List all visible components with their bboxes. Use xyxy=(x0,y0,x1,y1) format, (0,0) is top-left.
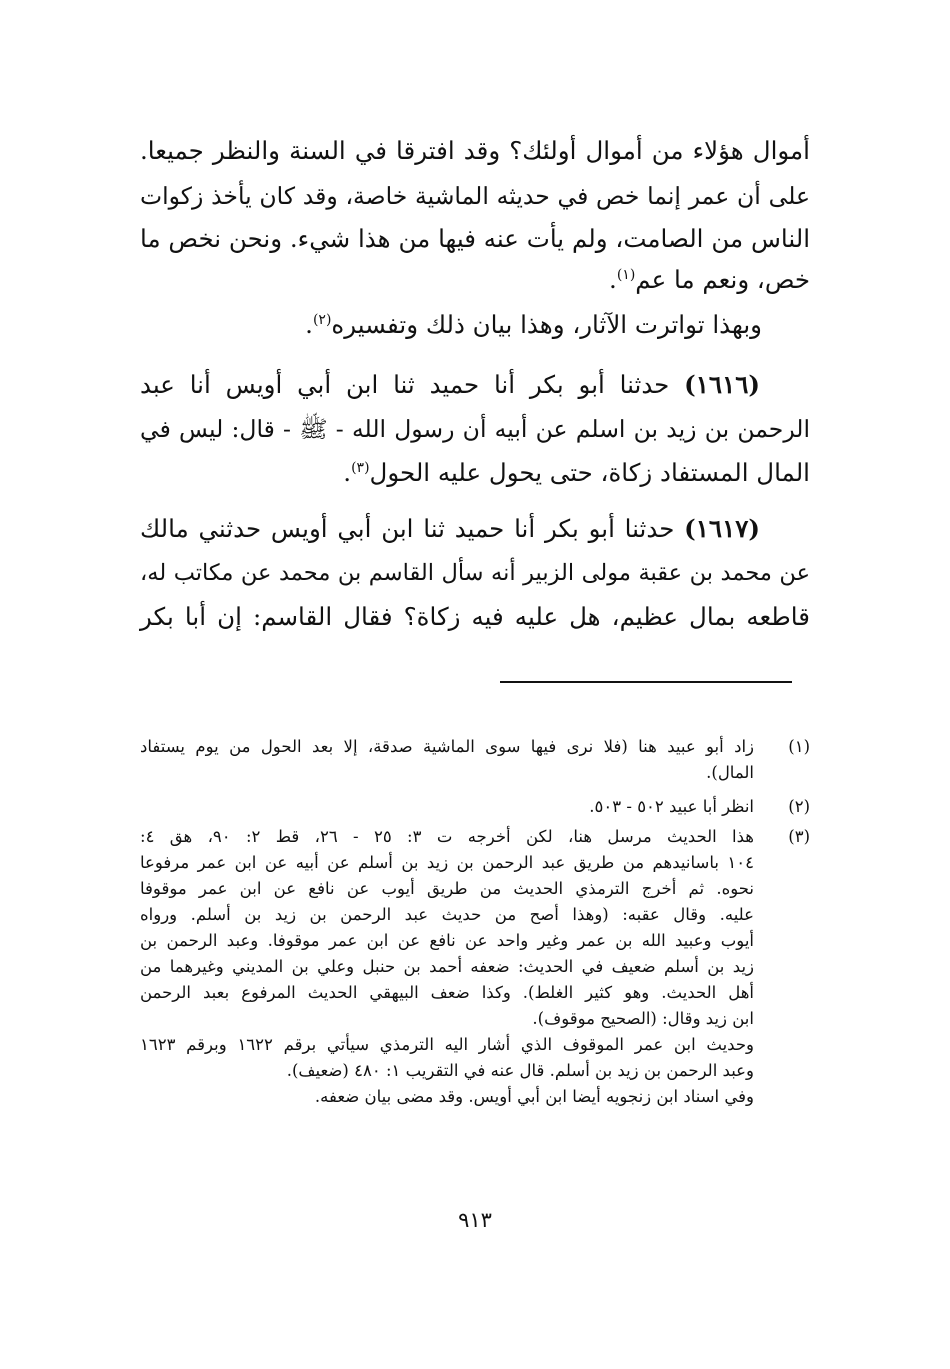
hadith-1616-line-2: الرحمن بن زيد بن اسلم عن أبيه أن رسول الله - ﷺ - قال: ليس في xyxy=(140,415,810,443)
footnote-3-line-3: نحوه. ثم أخرج الترمذي الحديث من طريق أيوب عن نافع عن ابن عمر موقوفا xyxy=(140,879,754,898)
hadith-1616-line-1 xyxy=(140,364,760,406)
footnote-3-line-4: عليه. وقال عقبه: (وهذا أصح من حديث عبد الرحمن بن زيد بن أسلم. ورواه xyxy=(140,905,754,924)
footnote-ref-3: (٣) xyxy=(351,459,370,476)
footnote-2-line-1: انظر أبا عبيد ٥٠٢ - ٥٠٣. xyxy=(589,797,754,816)
main-text-line-4-text: خص، ونعم ما عم xyxy=(635,265,810,294)
footnote-3-line-1: هذا الحديث مرسل هنا، لكن أخرجه ت ٣: ٢٥ - ٢٦، قط ٢: ٩٠، هق ٤: xyxy=(140,827,754,846)
hadith-1616-text-3: المال المستفاد زكاة، حتى يحول عليه الحول xyxy=(369,458,810,487)
page-number: ٩١٣ xyxy=(458,1208,492,1232)
hadith-1617-line-3: قاطعه بمال عظيم، هل عليه فيه زكاة؟ فقال القاسم: إن أبا بكر xyxy=(140,602,810,631)
footnote-3-line-7: أهل الحديث. وهو كثير الغلط). وكذا ضعف البيهقي الحديث المرفوع بعبد الرحمن xyxy=(140,983,754,1002)
footnote-3-line-11: وفي اسناد ابن زنجويه أيضا ابن أبي أويس. وقد مضى بيان ضعفه. xyxy=(314,1087,754,1106)
footnote-3-line-5: أيوب وعبيد الله بن عمر وغير واحد عن نافع عن ابن عمر موقوفا. وعبد الرحمن بن xyxy=(140,931,754,950)
footnote-3-line-8: ابن زيد وقال: (الصحيح موقوف). xyxy=(532,1009,754,1028)
footnote-3-mark: (٣) xyxy=(788,827,810,846)
footnote-1-line-2: المال). xyxy=(706,763,754,782)
footnote-separator xyxy=(500,681,792,683)
footnote-ref-1: (١) xyxy=(616,266,636,283)
line-end-mark: . xyxy=(609,265,617,294)
footnote-3-line-2: ١٠٤ باسانيدهم من طريق عبد الرحمن بن زيد بن أسلم عن أبيه عن ابن عمر مرفوعا xyxy=(140,853,754,872)
line-end-mark: . xyxy=(343,458,352,487)
footnote-1-line-1: زاد أبو عبيد هنا (فلا نرى فيها سوى الماشية صدقة، إلا بعد الحول من يوم يستفاد xyxy=(140,737,754,756)
hadith-1617-text-1: حدثنا أبو بكر أنا حميد ثنا ابن أبي أويس حدثني مالك xyxy=(140,514,675,543)
main-text-line-5 xyxy=(140,304,762,346)
footnote-3-line-9: وحديث ابن عمر الموقوف الذي أشار اليه الترمذي سيأتي برقم ١٦٢٢ وبرقم ١٦٢٣ xyxy=(140,1035,754,1054)
main-text-line-1: أموال هؤلاء من أموال أولئك؟ وقد افترقا في السنة والنظر جميعا. xyxy=(140,136,810,165)
main-text-line-2: على أن عمر إنما خص في حديثه الماشية خاصة، وقد كان يأخذ زكوات xyxy=(140,182,810,210)
footnote-2-text xyxy=(140,794,754,820)
main-text-line-3: الناس من الصامت، ولم يأت عنه فيها من هذا شيء. ونحن نخص ما xyxy=(140,224,810,253)
footnote-1-mark: (١) xyxy=(788,737,810,756)
footnote-2 xyxy=(140,794,810,820)
hadith-number-1616: (١٦١٦) xyxy=(684,370,760,399)
main-text-line-4 xyxy=(140,259,810,301)
main-text-line-5-text: وبهذا تواترت الآثار، وهذا بيان ذلك وتفسيره xyxy=(331,310,762,339)
hadith-1616-text-1: حدثنا أبو بكر أنا حميد ثنا ابن أبي أويس أنا عبد xyxy=(140,370,670,399)
footnote-3-text xyxy=(140,824,754,1110)
footnote-3-line-6: زيد بن أسلم ضعيف في الحديث: ضعفه أحمد بن حنبل وعلي بن المديني وغيرهما من xyxy=(140,957,754,976)
footnote-3-line-10: وعبد الرحمن بن زيد بن أسلم. قال عنه في التقريب ١: ٤٨٠ (ضعيف). xyxy=(286,1061,754,1080)
footnote-3 xyxy=(140,824,810,1124)
footnote-2-mark: (٢) xyxy=(788,797,810,816)
hadith-number-1617: (١٦١٧) xyxy=(684,514,760,543)
hadith-1616-line-3 xyxy=(140,452,810,494)
footnote-ref-2: (٢) xyxy=(312,311,332,328)
hadith-1617-line-2: عن محمد بن عقبة مولى الزبير أنه سأل القاسم بن محمد عن مكاتب له، xyxy=(140,560,810,586)
hadith-1617-line-1 xyxy=(140,508,760,550)
footnote-1 xyxy=(140,734,810,786)
line-end-mark: . xyxy=(305,310,313,339)
footnote-1-text xyxy=(140,734,754,786)
